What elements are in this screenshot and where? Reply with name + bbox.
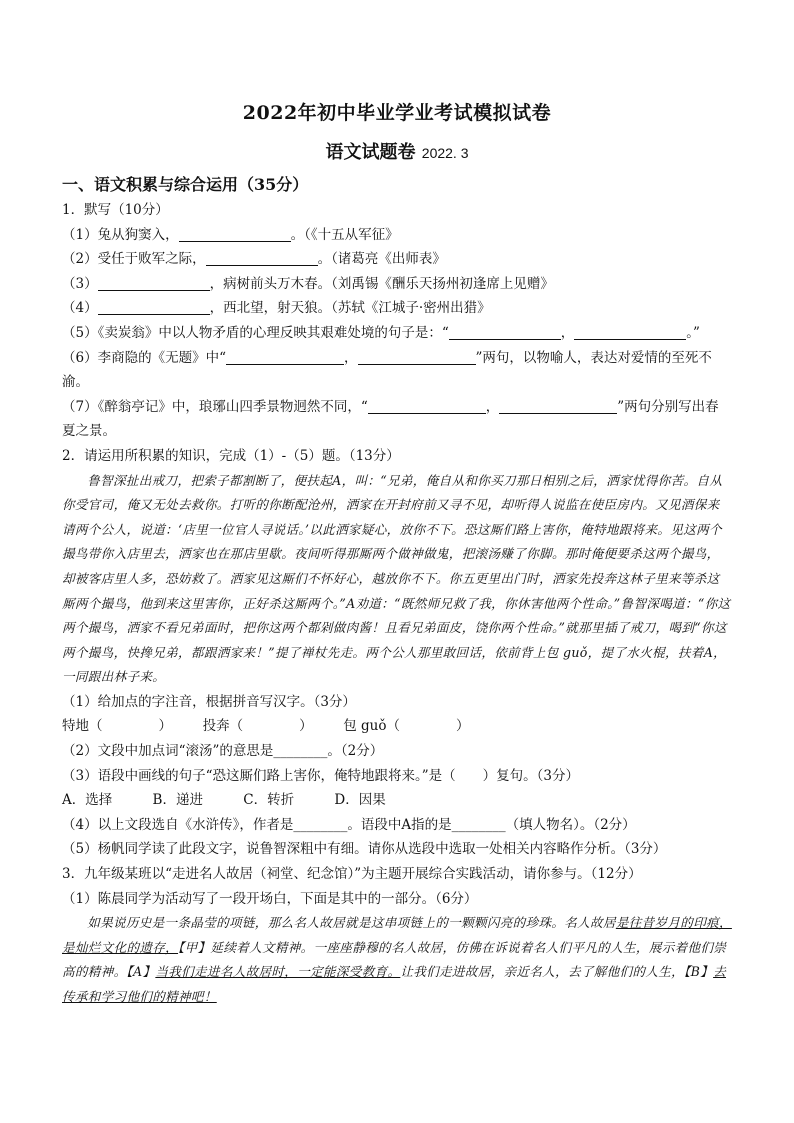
q2-sub-1-words: 特地（ ） 投奔（ ） 包 guǒ（ ） xyxy=(62,718,470,735)
answer-blank[interactable] xyxy=(226,348,344,365)
q1-item-2: （2）受任于败军之际， 。（诸葛亮《出师表》 xyxy=(62,251,446,268)
q2-sub-5: （5）杨帆同学读了此段文字，说鲁智深粗中有细。请你从选段中选取一处相关内容略作分析。（3分） xyxy=(62,841,667,858)
underlined-text: 当我们走进名人故居时，一定能深受教育。 xyxy=(155,964,401,980)
answer-blank[interactable] xyxy=(449,323,561,340)
q2-sub-2: （2）文段中加点词“滚汤”的意思是________。（2分） xyxy=(62,743,384,760)
q1-item-7-cont: 夏之景。 xyxy=(62,423,116,440)
q3-sub-1: （1）陈晨同学为活动写了一段开场白，下面是其中的一部分。（6分） xyxy=(62,890,478,907)
q3-passage: 如果说历史是一条晶莹的项链，那么名人故居就是这串项链上的一颗颗闪亮的珍珠。名人故居是往昔岁月的印痕，是灿烂文化的遗存，【甲】延续着人文精神。一座座静穆的名人故居，仿佛在诉说着名人们平凡的人生，展示着他们崇高的精神。【A】当我们走进名人故居时，一定能深受教育。让我们走进故居，亲近名人，去了解他们的人生，【B】去传承和学习他们的精神吧！ xyxy=(62,915,732,1004)
q2-sub-3: （3）语段中画线的句子“恐这厮们路上害你，俺特地跟将来。”是（ ）复句。（3分） xyxy=(62,767,579,784)
section-heading: 一、语文积累与综合运用（35分） xyxy=(62,175,309,194)
answer-blank[interactable] xyxy=(179,225,291,242)
q1-item-4: （4） ，西北望，射天狼。（苏轼《江城子·密州出猎》 xyxy=(62,300,491,317)
q1-item-7: （7）《醉翁亭记》中，琅琊山四季景物迥然不同，“ ， ”两句分别写出春 xyxy=(62,398,719,415)
q3-heading: 3．九年级某班以“走进名人故居（祠堂、纪念馆）”为主题开展综合实践活动，请你参与。（12分） xyxy=(62,866,642,883)
q2-passage: 鲁智深扯出戒刀，把索子都割断了，便扶起A，叫：“兄弟，俺自从和你买刀那日相别之后，洒家忧得你苦。自从你受官司，俺又无处去救你。打听的你断配沧州，洒家在开封府前又寻不见，却听得人说监在使臣房内。又见酒保来请两个公人，说道：‘店里一位官人寻说话。’以此洒家疑心，放你不下。恐这厮们路上害你，俺特地跟将来。见这两个撮鸟带你入店里去，洒家也在那店里歇。夜间听得那厮两个做神做鬼，把滚汤赚了你脚。那时俺便要杀这两个撮鸟，却被客店里人多，恐妨救了。洒家见这厮们不怀好心，越放你不下。你五更里出门时，洒家先投奔这林子里来等杀这厮两个撮鸟，他到来这里害你，正好杀这厮两个。”A劝道：“既然师兄救了我，你休害他两个性命。”鲁智深喝道：“你这两个撮鸟，洒家不看兄弟面时，把你这两个都剁做肉酱！且看兄弟面皮，饶你两个性命。”就那里插了戒刀，喝到“你这两个撮鸟，快搀兄弟，都跟洒家来！”提了禅杖先走。两个公人那里敢回话，依前背上包 guǒ，提了水火棍，扶着A，一同跟出林子来。 xyxy=(62,472,731,685)
q1-item-6-cont: 渝。 xyxy=(62,374,89,391)
q2-heading: 2．请运用所积累的知识，完成（1）-（5）题。（13分） xyxy=(62,447,400,464)
answer-blank[interactable] xyxy=(358,348,476,365)
answer-blank[interactable] xyxy=(499,397,617,414)
underlined-text: 去传承和学习他们的精神吧！ xyxy=(62,964,726,1004)
option-c[interactable]: C．转折 xyxy=(243,792,295,809)
q1-item-5: （5）《卖炭翁》中以人物矛盾的心理反映其艰难处境的句子是：“ ， 。” xyxy=(62,324,700,341)
option-d[interactable]: D．因果 xyxy=(334,792,386,809)
q2-sub-4: （4）以上文段选自《水浒传》，作者是________。语段中A指的是________（填人物名）。（2分） xyxy=(62,816,636,833)
exam-date: 2022. 3 xyxy=(421,145,469,161)
answer-blank[interactable] xyxy=(206,249,318,266)
subtitle-text: 语文试题卷 xyxy=(325,142,416,163)
q1-item-6: （6）李商隐的《无题》中“ ， ”两句，以物喻人，表达对爱情的至死不 xyxy=(62,349,712,366)
exam-title: 2022年初中毕业学业考试模拟试卷 xyxy=(242,102,552,124)
q1-heading: 1．默写（10分） xyxy=(62,202,169,218)
option-b[interactable]: B．递进 xyxy=(152,792,203,809)
q2-sub-1: （1）给加点的字注音，根据拼音写汉字。（3分） xyxy=(62,693,356,710)
q1-item-1: （1）兔从狗窦入， 。（《十五从军征》 xyxy=(62,226,399,243)
answer-blank[interactable] xyxy=(368,397,486,414)
q1-item-3: （3） ，病树前头万木春。（刘禹锡《酬乐天扬州初逢席上见赠》 xyxy=(62,275,554,292)
answer-blank[interactable] xyxy=(98,298,210,315)
option-a[interactable]: A．选择 xyxy=(62,792,113,809)
underlined-text: 是往昔岁月的印痕，是灿烂文化的遗存， xyxy=(62,915,732,955)
q2-options xyxy=(62,788,732,813)
exam-body xyxy=(62,198,732,1010)
answer-blank[interactable] xyxy=(98,274,210,291)
answer-blank[interactable] xyxy=(574,323,686,340)
exam-subtitle xyxy=(0,138,794,164)
